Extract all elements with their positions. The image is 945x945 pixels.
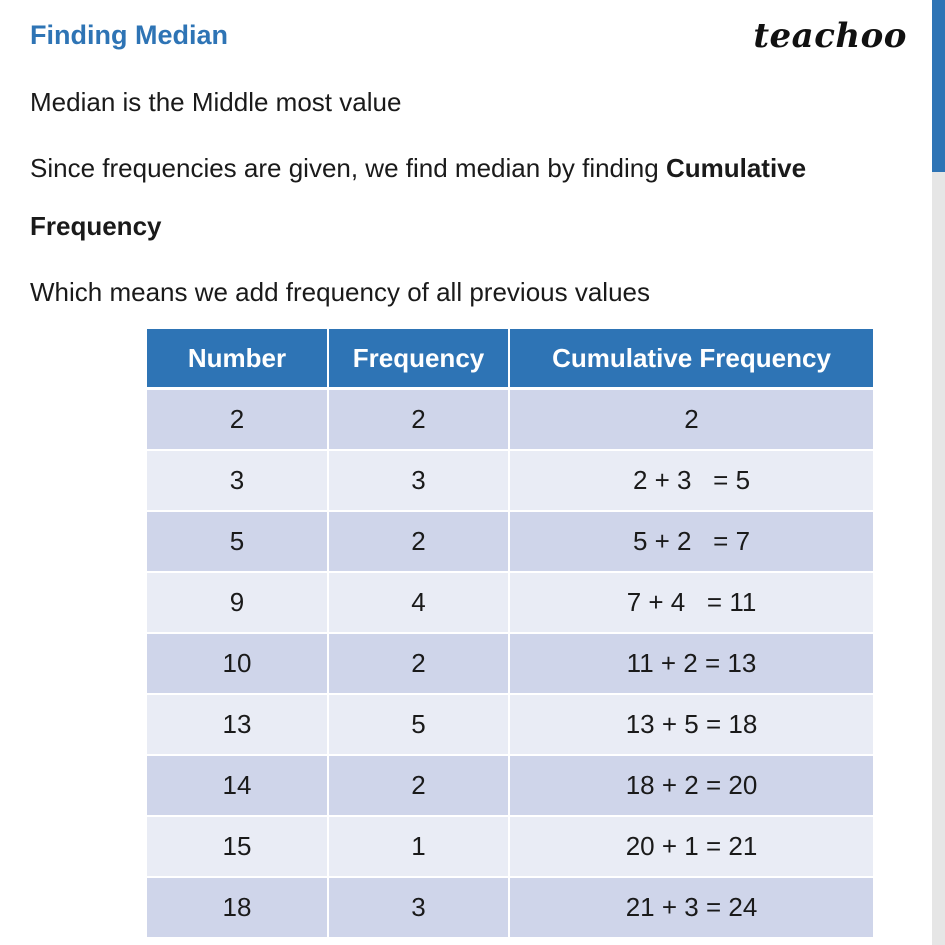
- cell-frequency: 2: [328, 633, 509, 694]
- cell-frequency: 2: [328, 755, 509, 816]
- cell-number: 10: [147, 633, 328, 694]
- cell-number: 13: [147, 694, 328, 755]
- header-frequency: Frequency: [328, 329, 509, 389]
- frequency-explanation: [30, 153, 806, 184]
- frequency-explanation-text: Since frequencies are given, we find median by finding: [30, 153, 666, 183]
- scrollbar-thumb[interactable]: [932, 0, 945, 172]
- teachoo-logo: teachoo: [753, 16, 907, 56]
- table-row: [147, 450, 873, 511]
- cell-frequency: 4: [328, 572, 509, 633]
- cell-number: 14: [147, 755, 328, 816]
- cell-cumulative: 5 + 2 = 7: [509, 511, 873, 572]
- page-title: Finding Median: [30, 20, 228, 50]
- cell-frequency: 2: [328, 511, 509, 572]
- header-cumulative-frequency: Cumulative Frequency: [509, 329, 873, 389]
- table-row: [147, 633, 873, 694]
- cell-number: 5: [147, 511, 328, 572]
- cumulative-explanation: Which means we add frequency of all previous values: [30, 277, 650, 307]
- cell-number: 15: [147, 816, 328, 877]
- cell-frequency: 3: [328, 877, 509, 938]
- cell-frequency: 3: [328, 450, 509, 511]
- table-header-row: [147, 329, 873, 389]
- table-row: [147, 694, 873, 755]
- cell-cumulative: 21 + 3 = 24: [509, 877, 873, 938]
- cell-frequency: 5: [328, 694, 509, 755]
- cell-cumulative: 7 + 4 = 11: [509, 572, 873, 633]
- table-row: [147, 755, 873, 816]
- table-row: [147, 572, 873, 633]
- table-row: [147, 389, 873, 451]
- scrollbar[interactable]: [932, 0, 945, 945]
- cumulative-keyword: Cumulative: [665, 153, 807, 183]
- header-number: Number: [147, 329, 328, 389]
- frequency-keyword: Frequency: [30, 211, 162, 241]
- table-row: [147, 877, 873, 938]
- cell-frequency: 1: [328, 816, 509, 877]
- table-row: [147, 511, 873, 572]
- cell-frequency: 2: [328, 389, 509, 451]
- table-row: [147, 816, 873, 877]
- median-definition: Median is the Middle most value: [30, 87, 402, 117]
- cell-cumulative: 2: [509, 389, 873, 451]
- cumulative-frequency-table: [147, 329, 873, 939]
- cell-cumulative: 13 + 5 = 18: [509, 694, 873, 755]
- cell-number: 18: [147, 877, 328, 938]
- cell-number: 2: [147, 389, 328, 451]
- cell-cumulative: 18 + 2 = 20: [509, 755, 873, 816]
- cell-number: 3: [147, 450, 328, 511]
- cell-cumulative: 2 + 3 = 5: [509, 450, 873, 511]
- cell-cumulative: 20 + 1 = 21: [509, 816, 873, 877]
- cell-number: 9: [147, 572, 328, 633]
- cell-cumulative: 11 + 2 = 13: [509, 633, 873, 694]
